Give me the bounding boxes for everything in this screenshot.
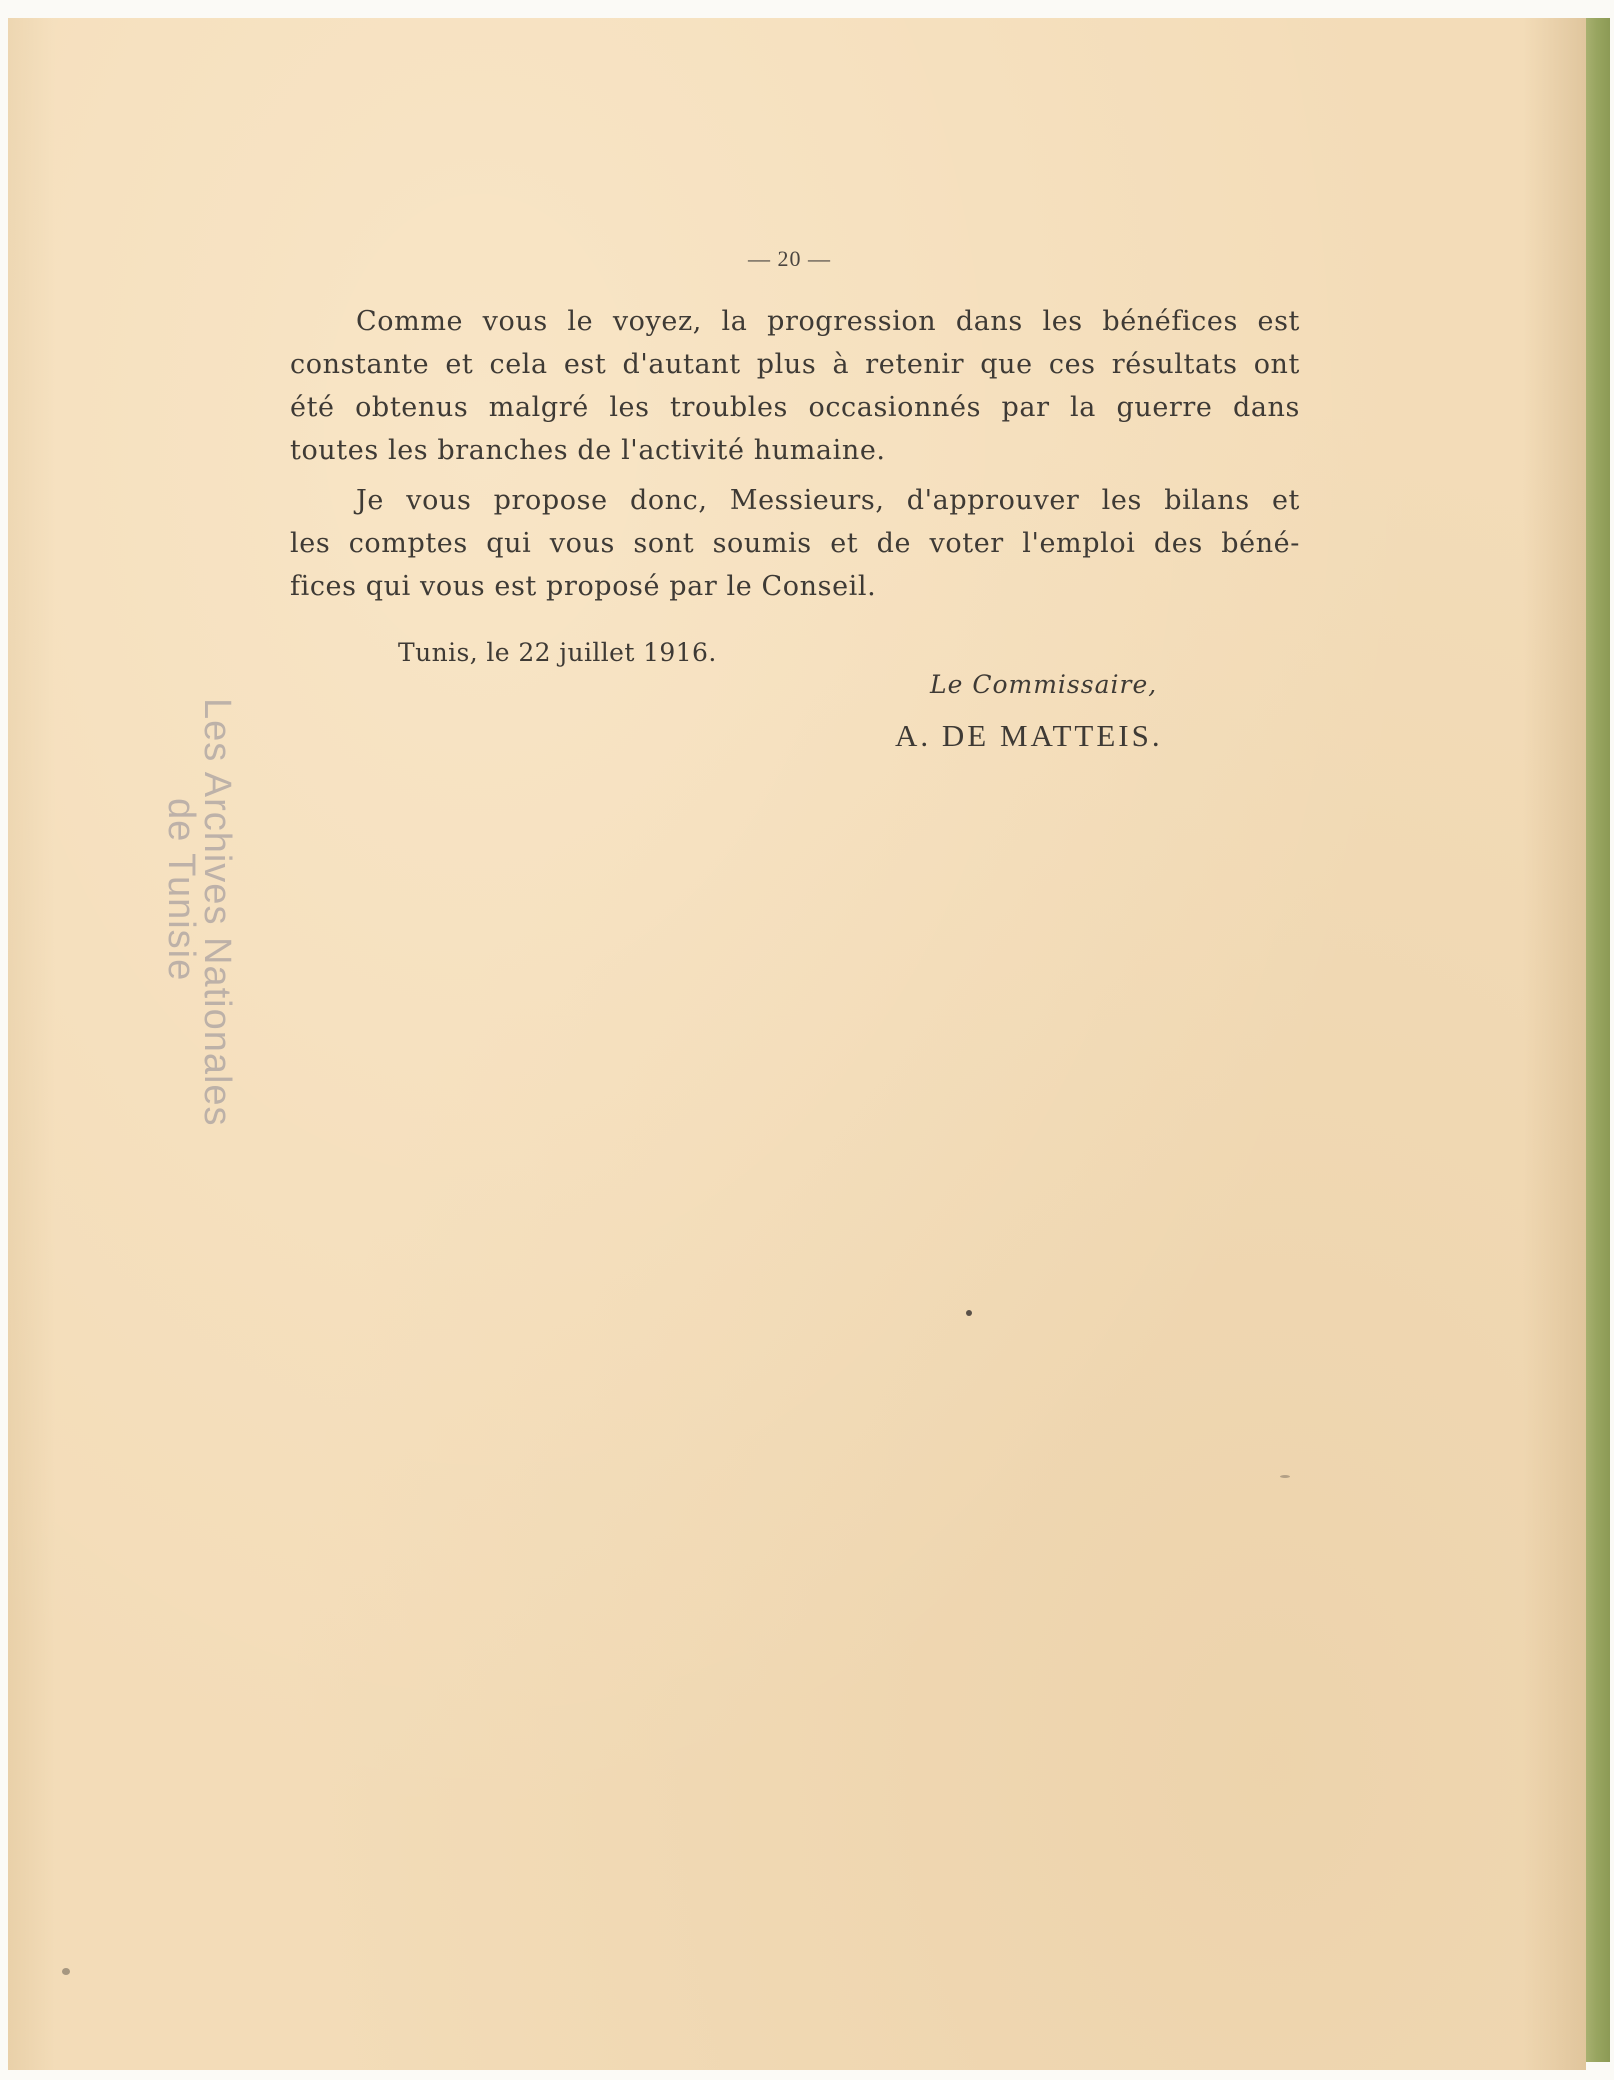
paragraph-line: Comme vous le voyez, la progression dans les bénéfices est [356,306,1300,337]
date-line: Tunis, le 22 juillet 1916. [398,638,717,667]
ink-speck [62,1968,70,1975]
page-number: — 20 — [748,246,831,271]
signature-name: A. DE MATTEIS. [895,718,1163,753]
paragraph-line: été obtenus malgré les troubles occasionnés par la guerre dans [290,392,1300,423]
paragraph-1 [290,300,1300,472]
archive-stamp-line-1: Les Archives Nationales [196,698,238,1127]
paragraph-line: constante et cela est d'autant plus à retenir que ces résultats ont [290,349,1300,380]
signature-title: Le Commissaire, [930,670,1158,699]
archive-stamp [160,698,248,1138]
ink-speck [1280,1475,1290,1478]
paragraph-line: toutes les branches de l'activité humaine. [290,435,886,466]
green-cover-edge [1586,18,1610,2062]
archive-stamp-line-2: de Tunisie [160,798,202,982]
paragraph-line: Je vous propose donc, Messieurs, d'approuver les bilans et [356,485,1300,516]
paragraph-line: fices qui vous est proposé par le Conseil. [290,571,877,602]
paragraph-line: les comptes qui vous sont soumis et de voter l'emploi des béné- [290,528,1300,559]
ink-speck [966,1310,972,1316]
paragraph-2 [290,479,1300,608]
